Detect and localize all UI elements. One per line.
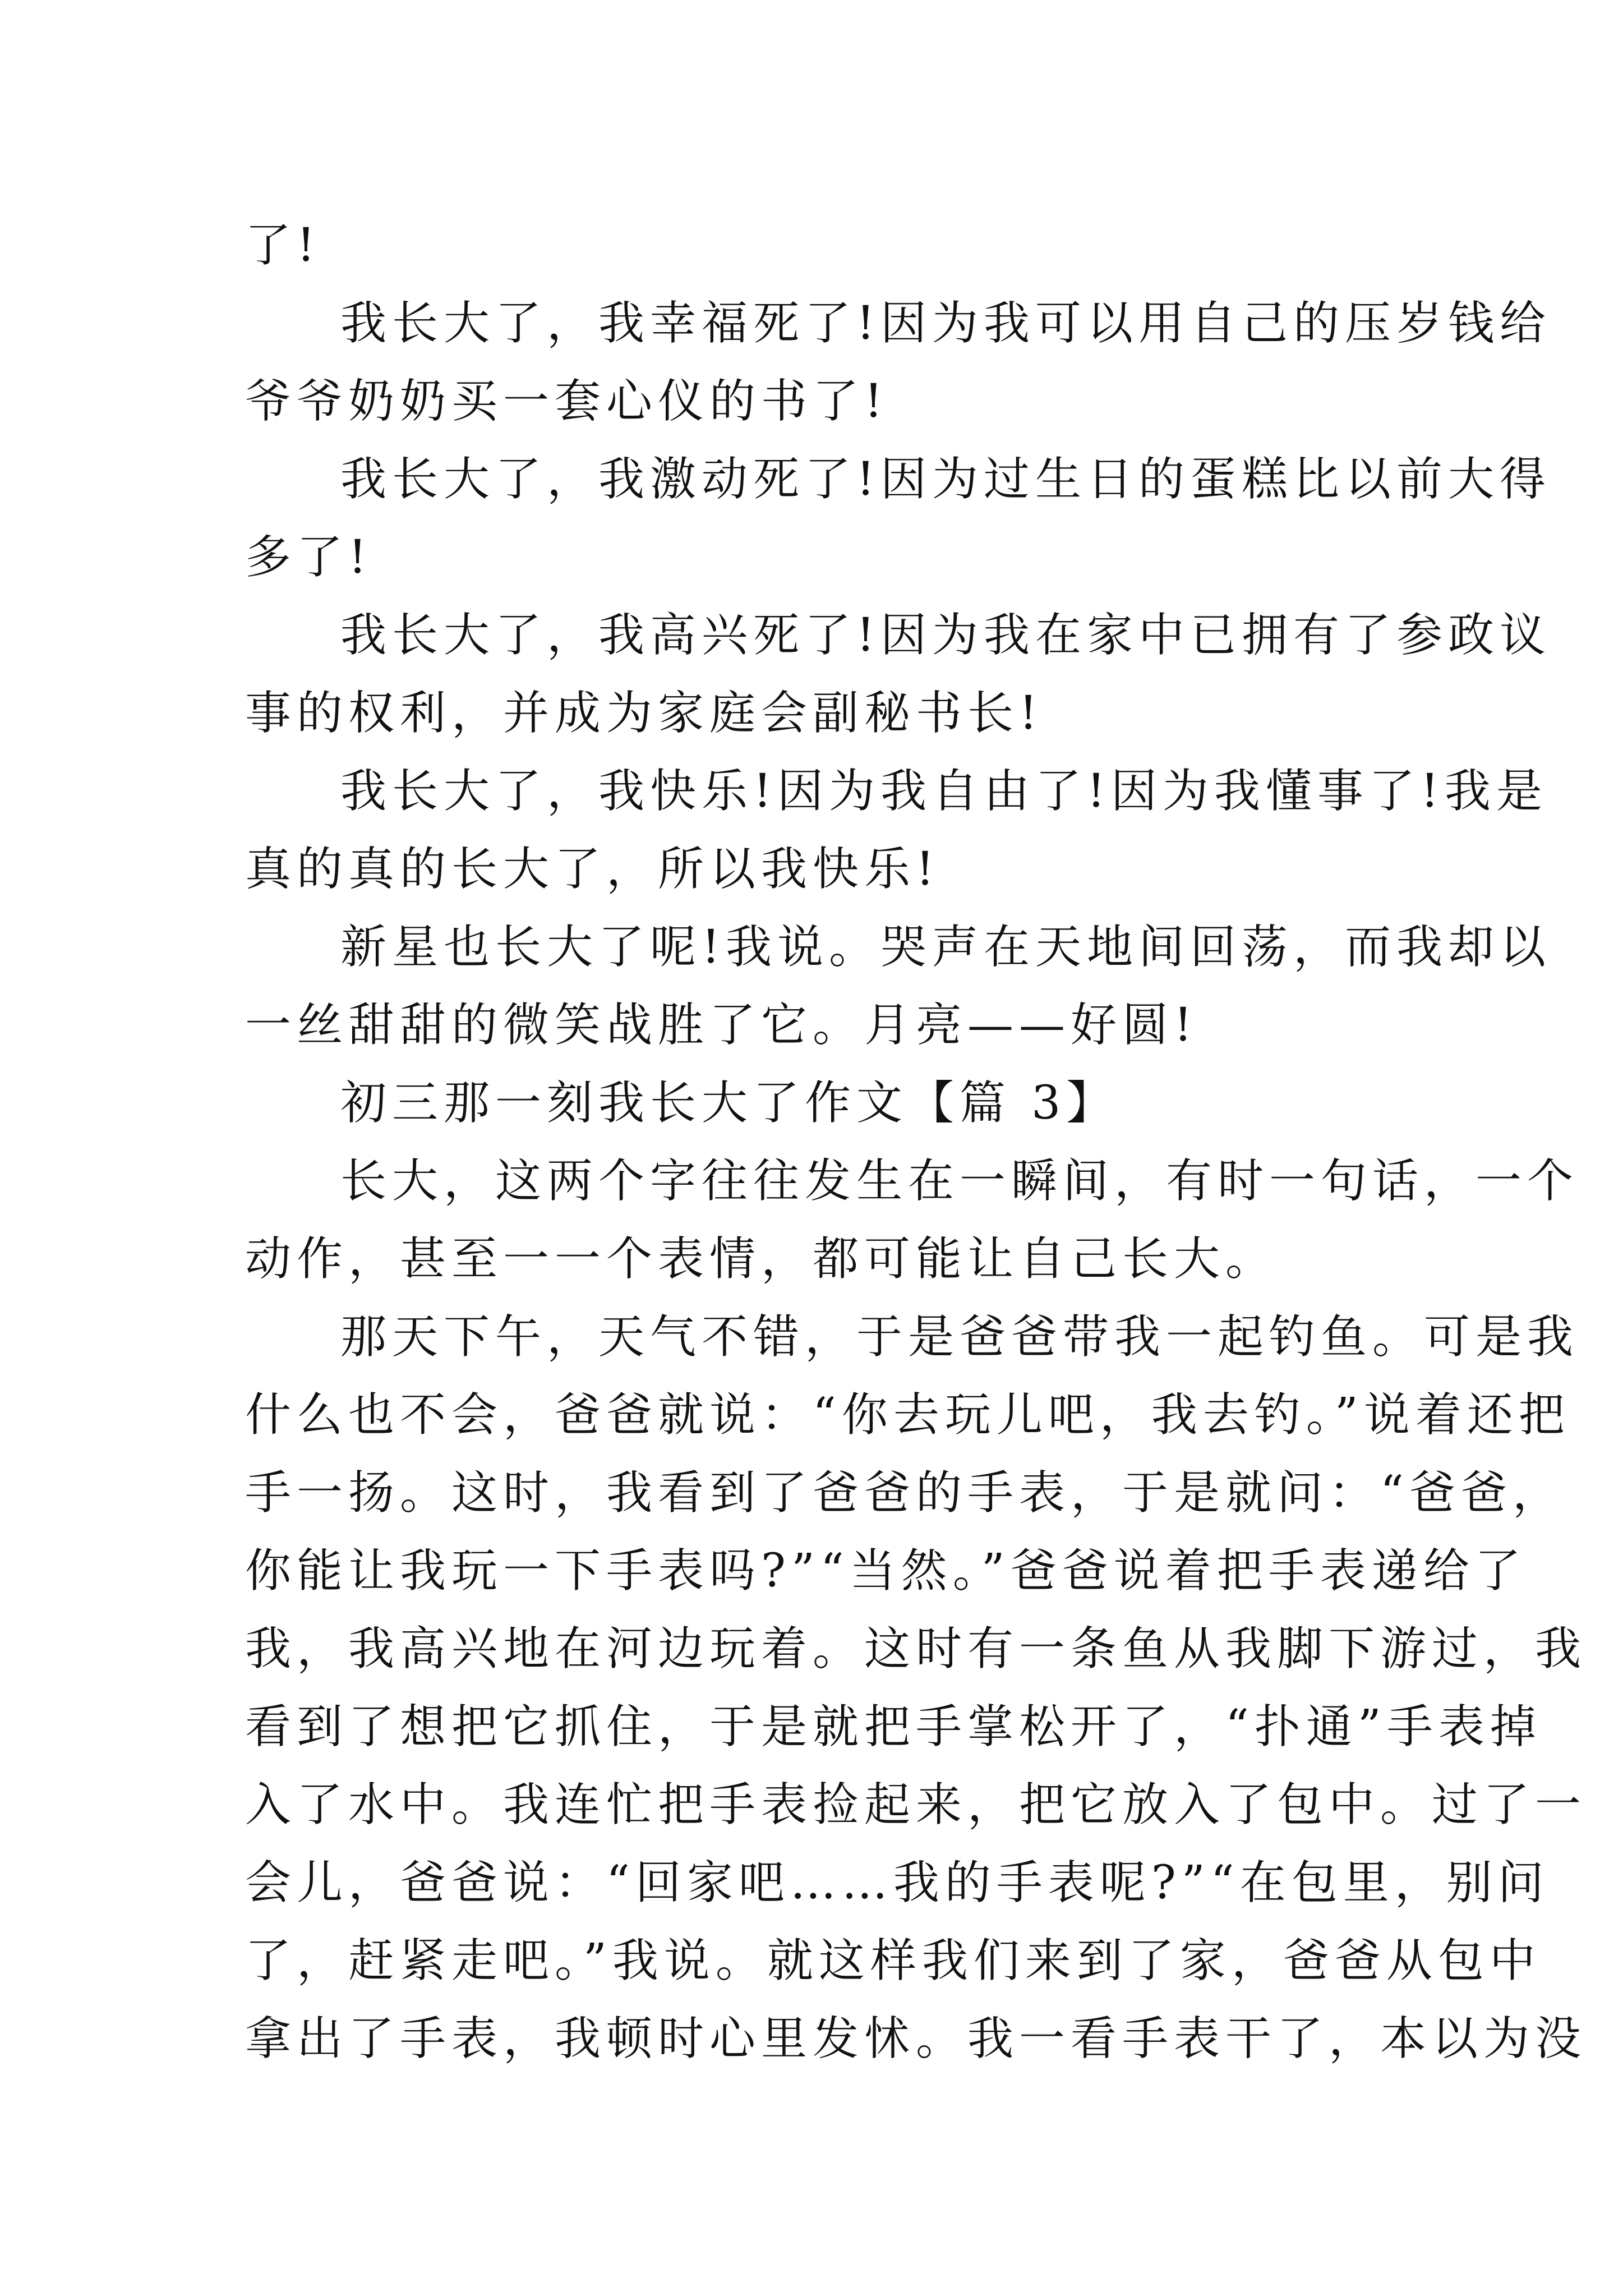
text-line: 会儿，爸爸说：“回家吧……我的手表呢?”“在包里，别问 (245, 1856, 1550, 1910)
text-line: 拿出了手表，我顿时心里发怵。我一看手表干了，本以为没 (245, 2012, 1587, 2065)
text-line: 那天下午，天气不错，于是爸爸带我一起钓鱼。可是我 (340, 1310, 1579, 1364)
text-line: 我长大了，我激动死了!因为过生日的蛋糕比以前大得 (340, 453, 1551, 506)
text-line: 多了! (245, 531, 372, 584)
text-line: 我长大了，我快乐!因为我自由了!因为我懂事了!我是 (340, 765, 1548, 818)
text-line: 爷爷奶奶买一套心仪的书了! (245, 375, 888, 428)
text-line: 我，我高兴地在河边玩着。这时有一条鱼从我脚下游过，我 (245, 1622, 1587, 1676)
text-line: 真的真的长大了，所以我快乐! (245, 843, 940, 896)
text-line: 入了水中。我连忙把手表捡起来，把它放入了包中。过了一 (245, 1778, 1587, 1832)
section-heading: 初三那一刻我长大了作文【篇 3】 (340, 1076, 1118, 1130)
text-line: 我长大了，我幸福死了!因为我可以用自己的压岁钱给 (340, 297, 1551, 350)
text-line: 你能让我玩一下手表吗?”“当然。”爸爸说着把手表递给了 (245, 1544, 1527, 1598)
text-line: 动作，甚至一一个表情，都可能让自己长大。 (245, 1232, 1278, 1286)
text-line: 新星也长大了呢!我说。哭声在天地间回荡，而我却以 (340, 921, 1551, 974)
text-line: 事的权利，并成为家庭会副秘书长! (245, 687, 1043, 740)
text-line: 了，赶紧走吧。”我说。就这样我们来到了家，爸爸从包中 (245, 1934, 1541, 1987)
text-line: 我长大了，我高兴死了!因为我在家中已拥有了参政议 (340, 609, 1551, 662)
text-line: 长大，这两个字往往发生在一瞬间，有时一句话，一个 (340, 1154, 1579, 1208)
body-text (245, 206, 1587, 2078)
text-line: 一丝甜甜的微笑战胜了它。月亮——好圆! (245, 999, 1198, 1052)
text-line: 什么也不会，爸爸就说：“你去玩儿吧，我去钓。”说着还把 (245, 1388, 1570, 1442)
text-line: 手一扬。这时，我看到了爸爸的手表，于是就问：“爸爸， (245, 1466, 1564, 1520)
text-line: 了! (245, 219, 321, 272)
text-line: 看到了想把它抓住，于是就把手掌松开了，“扑通”手表掉 (245, 1700, 1542, 1754)
